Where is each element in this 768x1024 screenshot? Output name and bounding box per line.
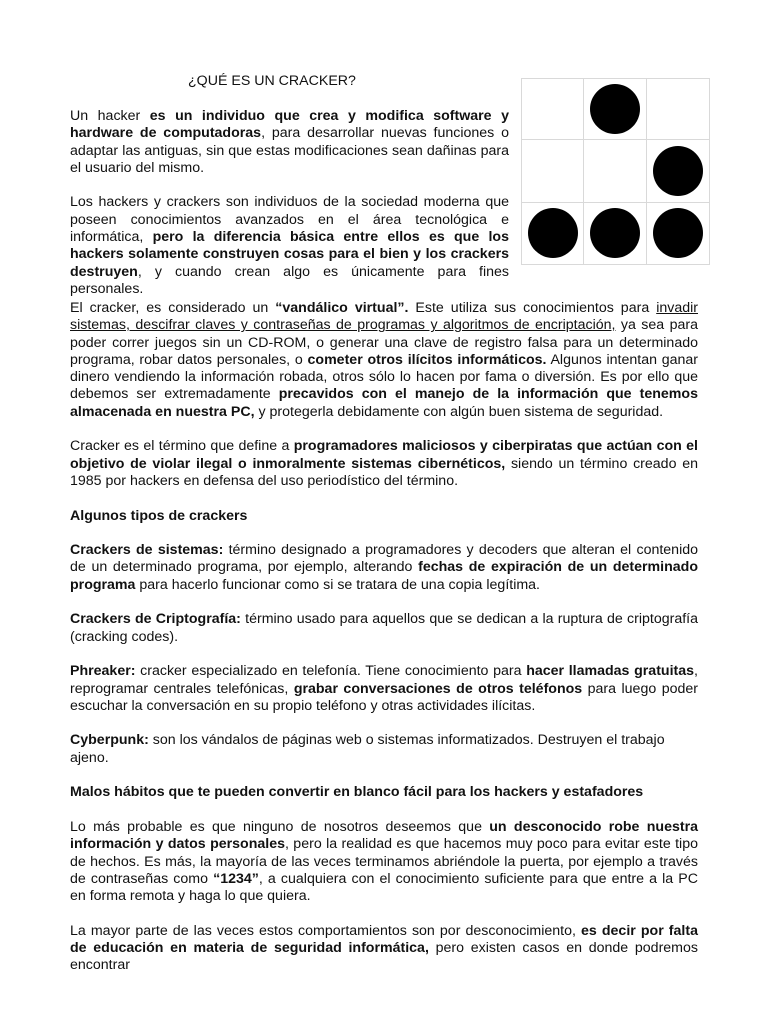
text-run: pero existen casos en donde podremos encontrar bbox=[70, 939, 698, 974]
text-run: , para desarrollar nuevas funciones o adaptar las antiguas, sin que estas modificaciones sean dañinas para el usuario del mismo. bbox=[70, 125, 509, 176]
glider-cell bbox=[584, 140, 647, 202]
bold-text: Crackers de Criptografía: bbox=[70, 611, 241, 628]
body-text bbox=[70, 300, 698, 992]
text-run: La mayor parte de las veces estos comportamientos son por desconocimiento, bbox=[70, 922, 581, 939]
text-run: ya sea para poder correr juegos sin un CD-ROM, o generar una clave de registro falsa para un determinado programa, robar datos personales, o bbox=[70, 317, 698, 368]
glider-cell bbox=[521, 203, 584, 265]
paragraph bbox=[70, 438, 698, 490]
paragraph bbox=[70, 611, 698, 646]
paragraph bbox=[70, 923, 698, 975]
paragraph bbox=[70, 542, 698, 594]
bold-text: es un individuo que crea y modifica software y hardware de computadoras bbox=[70, 108, 509, 142]
bold-text: cometer otros ilícitos informáticos. bbox=[307, 351, 547, 368]
text-run: para hacerlo funcionar como si se tratara de una copia legítima. bbox=[135, 576, 541, 593]
bold-text: Algunos tipos de crackers bbox=[70, 507, 248, 524]
text-run: Cracker es el término que define a bbox=[70, 438, 294, 455]
glider-dot bbox=[590, 208, 640, 258]
glider-emblem bbox=[521, 78, 710, 265]
paragraph bbox=[70, 300, 698, 421]
glider-cell bbox=[647, 140, 710, 202]
bold-text: “1234” bbox=[213, 870, 259, 887]
text-run: Lo más probable es que ninguno de nosotros deseemos que bbox=[70, 818, 490, 835]
text-run: término designado a programadores y decoders que alteran el contenido de un determinado programa, por ejemplo, alterando bbox=[70, 542, 699, 576]
glider-dot bbox=[653, 208, 703, 258]
text-run: y protegerla debidamente con algún buen sistema de seguridad. bbox=[254, 403, 664, 420]
glider-dot bbox=[590, 84, 640, 134]
section-heading bbox=[70, 784, 698, 801]
glider-cell bbox=[584, 203, 647, 265]
text-run: para luego poder escuchar la conversación en su propio teléfono y otras actividades ilícitas. bbox=[70, 680, 698, 714]
text-run: Este utiliza sus conocimientos para bbox=[408, 300, 657, 316]
bold-text: pero la diferencia básica entre ellos es que los hackers solamente construyen cosas para el bien y los crackers destruyen bbox=[70, 229, 509, 280]
paragraph bbox=[70, 194, 509, 298]
bold-text: grabar conversaciones de otros teléfonos bbox=[293, 680, 583, 697]
glider-cell bbox=[647, 203, 710, 265]
glider-dot bbox=[528, 208, 578, 258]
text-run: , reprogramar centrales telefónicas, bbox=[70, 663, 698, 697]
paragraph bbox=[70, 819, 698, 905]
text-run: Los hackers y crackers son individuos de la sociedad moderna que poseen conocimientos avanzados en el área tecnológica e informática, bbox=[70, 194, 509, 246]
text-run: Algunos intentan ganar dinero vendiendo la información robada, otros sólo lo hacen por fama o diversión. Es por ello que debemos ser extremadamente bbox=[70, 351, 699, 403]
intro-column bbox=[70, 108, 509, 316]
text-run: El cracker, es considerado un bbox=[70, 300, 276, 316]
glider-cell bbox=[647, 78, 710, 140]
bold-text: un desconocido robe nuestra información y datos personales bbox=[70, 818, 698, 853]
bold-text: “vandálico virtual”. bbox=[275, 300, 409, 316]
text-run: son los vándalos de páginas web o sistemas informatizados. Destruyen el trabajo ajeno. bbox=[70, 732, 665, 766]
text-run: cracker especializado en telefonía. Tiene conocimiento para bbox=[135, 663, 527, 680]
bold-text: Crackers de sistemas: bbox=[70, 542, 224, 559]
page-title: ¿QUÉ ES UN CRACKER? bbox=[188, 73, 356, 89]
bold-text: fechas de expiración de un determinado programa bbox=[70, 559, 698, 593]
paragraph bbox=[70, 732, 698, 767]
text-run: , a cualquiera con el conocimiento suficiente para que entre a la PC en forma remota y haga lo que quiera. bbox=[70, 870, 699, 905]
bold-text: hacer llamadas gratuitas bbox=[526, 663, 695, 680]
text-run: Un hacker bbox=[70, 108, 150, 124]
section-heading bbox=[70, 508, 698, 525]
glider-cell bbox=[584, 78, 647, 140]
text-run: siendo un término creado en 1985 por hackers en defensa del uso periodístico del término. bbox=[70, 455, 698, 489]
bold-text: precavidos con el manejo de la información que tenemos almacenada en nuestra PC, bbox=[70, 386, 698, 420]
glider-cell bbox=[521, 140, 584, 202]
glider-dot bbox=[653, 146, 703, 196]
paragraph bbox=[70, 108, 509, 177]
underlined-text: invadir sistemas, descifrar claves y contraseñas de programas y algoritmos de encriptación, bbox=[70, 300, 698, 334]
glider-cell bbox=[521, 78, 584, 140]
bold-text: Phreaker: bbox=[70, 663, 136, 680]
text-run: , y cuando crean algo es únicamente para fines personales. bbox=[70, 263, 509, 297]
text-run: , pero la realidad es que hacemos muy poco para evitar este tipo de hechos. Es más, la mayoría de las veces terminamos abriéndole la puerta, por ejemplo a través de contraseñas como bbox=[70, 836, 698, 887]
bold-text: programadores maliciosos y ciberpiratas que actúan con el objetivo de violar ilegal o inmoralmente sistemas cibernéticos, bbox=[70, 438, 698, 472]
bold-text: es decir por falta de educación en materia de seguridad informática, bbox=[70, 922, 698, 956]
bold-text: Cyberpunk: bbox=[70, 732, 149, 749]
text-run: término usado para aquellos que se dedican a la ruptura de criptografía (cracking codes). bbox=[70, 611, 698, 645]
bold-text: Malos hábitos que te pueden convertir en blanco fácil para los hackers y estafadores bbox=[70, 784, 644, 801]
paragraph bbox=[70, 663, 698, 715]
